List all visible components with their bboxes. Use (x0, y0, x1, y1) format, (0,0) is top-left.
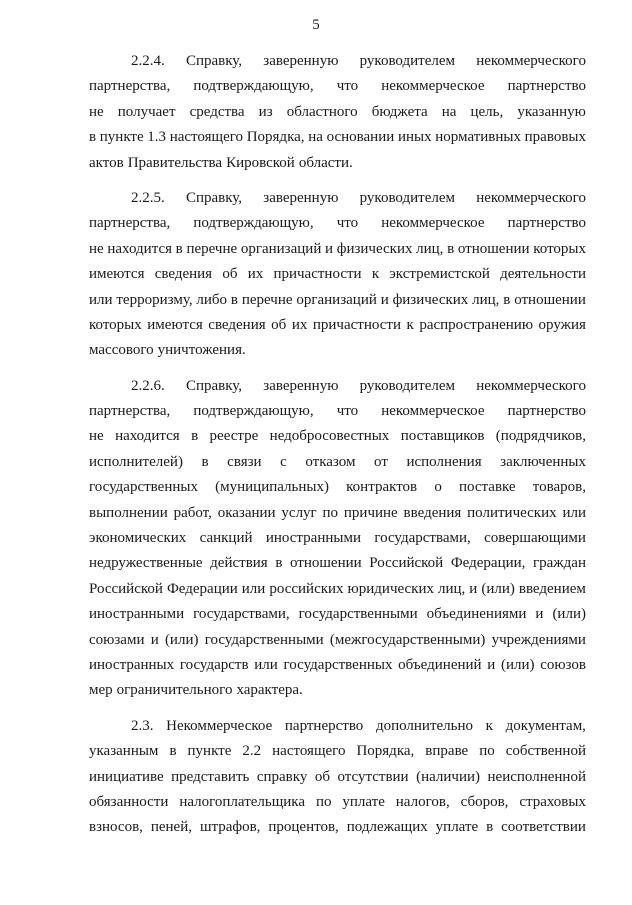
text-line: мер ограничительного характера. (89, 682, 303, 699)
text-line: экономических санкций иностранными государствами, совершающими (89, 530, 586, 547)
text-line: взносов, пеней, штрафов, процентов, подлежащих уплате в соответствии (89, 819, 586, 836)
text-line: актов Правительства Кировской области. (89, 154, 353, 171)
page-number: 5 (312, 17, 320, 33)
text-line: иностранных государств или государственных объединений и (или) союзов (89, 656, 586, 673)
paragraph-p-2-2-4 (89, 49, 586, 176)
text-line: обязанности налогоплательщика по уплате налогов, сборов, страховых (89, 793, 586, 810)
text-line: партнерства, подтверждающую, что некоммерческое партнерство (89, 403, 586, 420)
text-line: не находится в перечне организаций и физических лиц, в отношении которых (89, 240, 586, 257)
text-line: исполнителей) в связи с отказом от исполнения заключенных (89, 453, 586, 470)
text-line: государственных (муниципальных) контрактов о поставке товаров, (89, 479, 586, 496)
text-line: которых имеются сведения об их причастности к распространению оружия (89, 316, 586, 333)
paragraph-p-2-2-5 (89, 186, 586, 364)
text-line: иностранными государствами, государственными объединениями и (или) (89, 606, 586, 623)
text-line: указанным в пункте 2.2 настоящего Порядка, вправе по собственной (89, 743, 586, 760)
paragraph-p-2-3 (89, 714, 586, 841)
text-line: имеются сведения об их причастности к экстремистской деятельности (89, 266, 586, 283)
text-line: выполнении работ, оказании услуг по причине введения политических или (89, 504, 586, 521)
text-line: не находится в реестре недобросовестных поставщиков (подрядчиков, (89, 428, 586, 445)
text-line: не получает средства из областного бюджета на цель, указанную (89, 103, 586, 120)
text-line: в пункте 1.3 настоящего Порядка, на основании иных нормативных правовых (89, 129, 586, 146)
text-line: 2.2.5. Справку, заверенную руководителем некоммерческого (131, 189, 586, 206)
document-body (89, 49, 586, 851)
paragraph-p-2-2-6 (89, 374, 586, 704)
text-line: массового уничтожения. (89, 342, 246, 359)
text-line: союзами и (или) государственными (межгосударственными) учреждениями (89, 631, 586, 648)
text-line: партнерства, подтверждающую, что некоммерческое партнерство (89, 215, 586, 232)
text-line: Российской Федерации или российских юридических лиц, и (или) введением (89, 580, 586, 597)
text-line: недружественные действия в отношении Российской Федерации, граждан (89, 555, 586, 572)
text-line: 2.3. Некоммерческое партнерство дополнительно к документам, (131, 717, 586, 734)
text-line: или терроризму, либо в перечне организаций и физических лиц, в отношении (89, 291, 586, 308)
text-line: 2.2.6. Справку, заверенную руководителем некоммерческого (131, 377, 586, 394)
text-line: 2.2.4. Справку, заверенную руководителем некоммерческого (131, 53, 586, 69)
text-line: партнерства, подтверждающую, что некоммерческое партнерство (89, 78, 586, 95)
text-line: инициативе представить справку об отсутствии (наличии) неисполненной (89, 768, 586, 785)
